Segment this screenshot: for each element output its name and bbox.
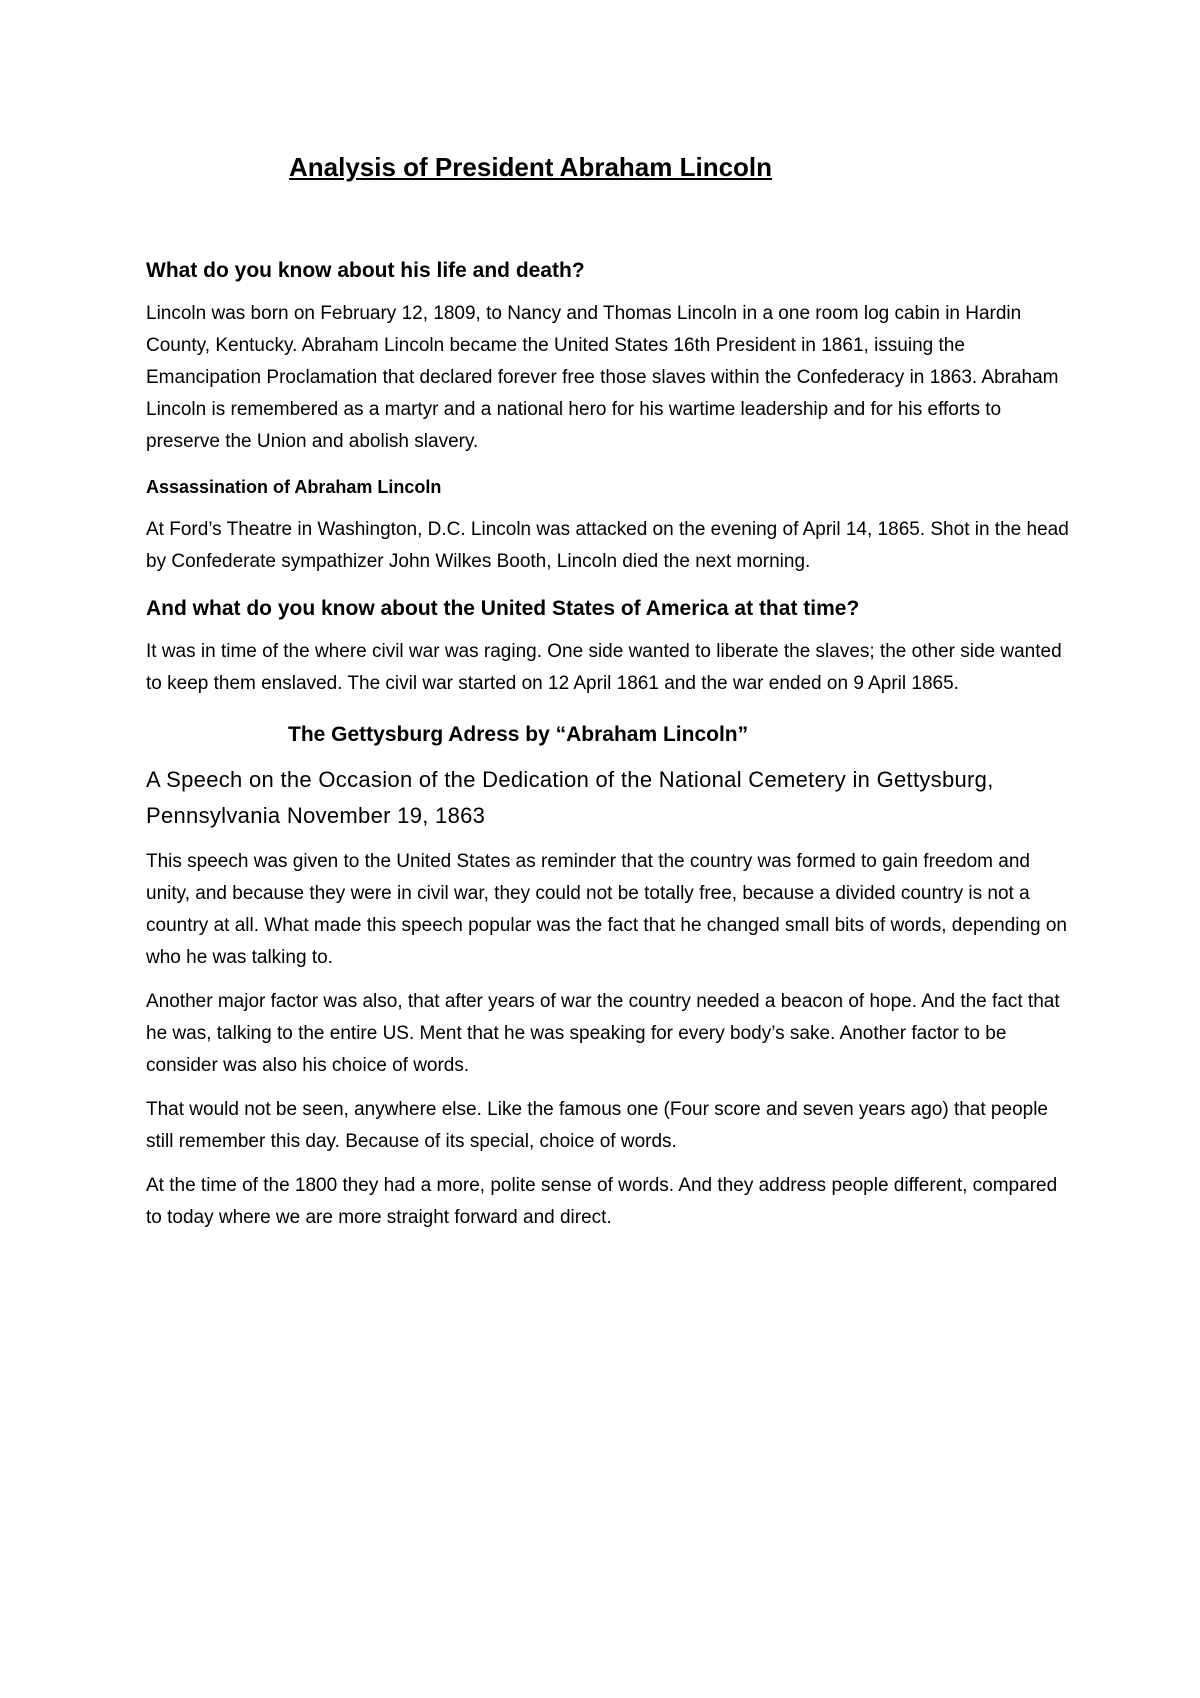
usa-at-that-time-heading: And what do you know about the United States of America at that time? [146, 597, 860, 620]
document-content [146, 150, 1076, 1234]
gettysburg-paragraph-2: Another major factor was also, that after years of war the country needed a beacon of hope. And the fact that he was, talking to the entire US. Ment that he was speaking for every body’s sake. Another factor to be consider was also his choice of words. [146, 991, 1060, 1076]
gettysburg-subtitle: A Speech on the Occasion of the Dedication of the National Cemetery in Gettysburg, Pennsylvania November 19, 1863 [146, 767, 994, 828]
life-and-death-paragraph: Lincoln was born on February 12, 1809, to Nancy and Thomas Lincoln in a one room log cabin in Hardin County, Kentucky. Abraham Lincoln became the United States 16th President in 1861, issuing the Emancipation Proclamation that declared forever free those slaves within the Confederacy in 1863. Abraham Lincoln is remembered as a martyr and a national hero for his wartime leadership and for his efforts to preserve the Union and abolish slavery. [146, 303, 1059, 452]
assassination-paragraph: At Ford’s Theatre in Washington, D.C. Lincoln was attacked on the evening of April 14, 1865. Shot in the head by Confederate sympathizer John Wilkes Booth, Lincoln died the next morning. [146, 519, 1069, 572]
gettysburg-paragraph-4: At the time of the 1800 they had a more, polite sense of words. And they address people different, compared to today where we are more straight forward and direct. [146, 1175, 1058, 1228]
life-and-death-heading: What do you know about his life and death? [146, 259, 585, 282]
gettysburg-heading: The Gettysburg Adress by “Abraham Lincoln” [288, 723, 749, 746]
gettysburg-paragraph-1: This speech was given to the United States as reminder that the country was formed to gain freedom and unity, and because they were in civil war, they could not be totally free, because a divided country is not a country at all. What made this speech popular was the fact that he changed small bits of words, depending on who he was talking to. [146, 851, 1067, 968]
gettysburg-paragraph-3: That would not be seen, anywhere else. Like the famous one (Four score and seven years ago) that people still remember this day. Because of its special, choice of words. [146, 1099, 1048, 1152]
assassination-heading: Assassination of Abraham Lincoln [146, 477, 442, 497]
usa-at-that-time-paragraph: It was in time of the where civil war was raging. One side wanted to liberate the slaves; the other side wanted to keep them enslaved. The civil war started on 12 April 1861 and the war ended on 9 April 1865. [146, 641, 1062, 694]
document-title: Analysis of President Abraham Lincoln [289, 152, 773, 182]
